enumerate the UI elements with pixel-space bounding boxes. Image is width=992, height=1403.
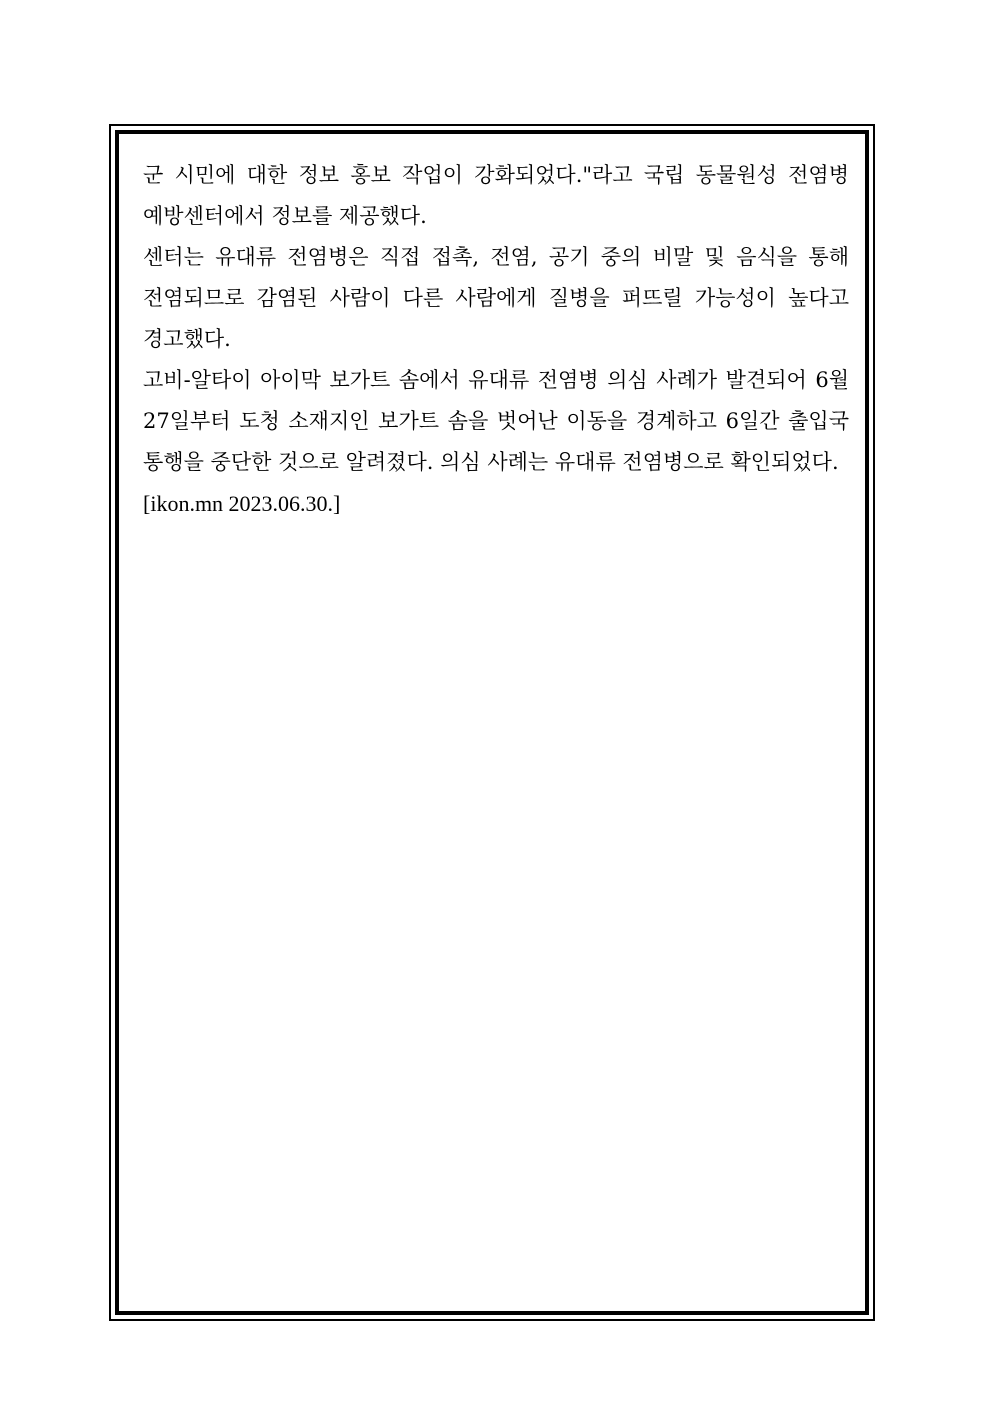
paragraph-2: 센터는 유대류 전염병은 직접 접촉, 전염, 공기 중의 비말 및 음식을 통해 전염되므로 감염된 사람이 다른 사람에게 질병을 퍼뜨릴 가능성이 높다고 경고했다. — [143, 245, 849, 351]
document-body — [143, 155, 849, 524]
paragraph-3: 고비-알타이 아이막 보가트 솜에서 유대류 전염병 의심 사례가 발견되어 6월 27일부터 도청 소재지인 보가트 솜을 벗어난 이동을 경계하고 6일간 출입국 통행을 중단한 것으로 알려졌다. 의심 사례는 유대류 전염병으로 확인되었다. — [143, 368, 849, 474]
source-citation: [ikon.mn 2023.06.30.] — [143, 491, 341, 516]
paragraph-1: 군 시민에 대한 정보 홍보 작업이 강화되었다."라고 국립 동물원성 전염병 예방센터에서 정보를 제공했다. — [143, 163, 849, 228]
